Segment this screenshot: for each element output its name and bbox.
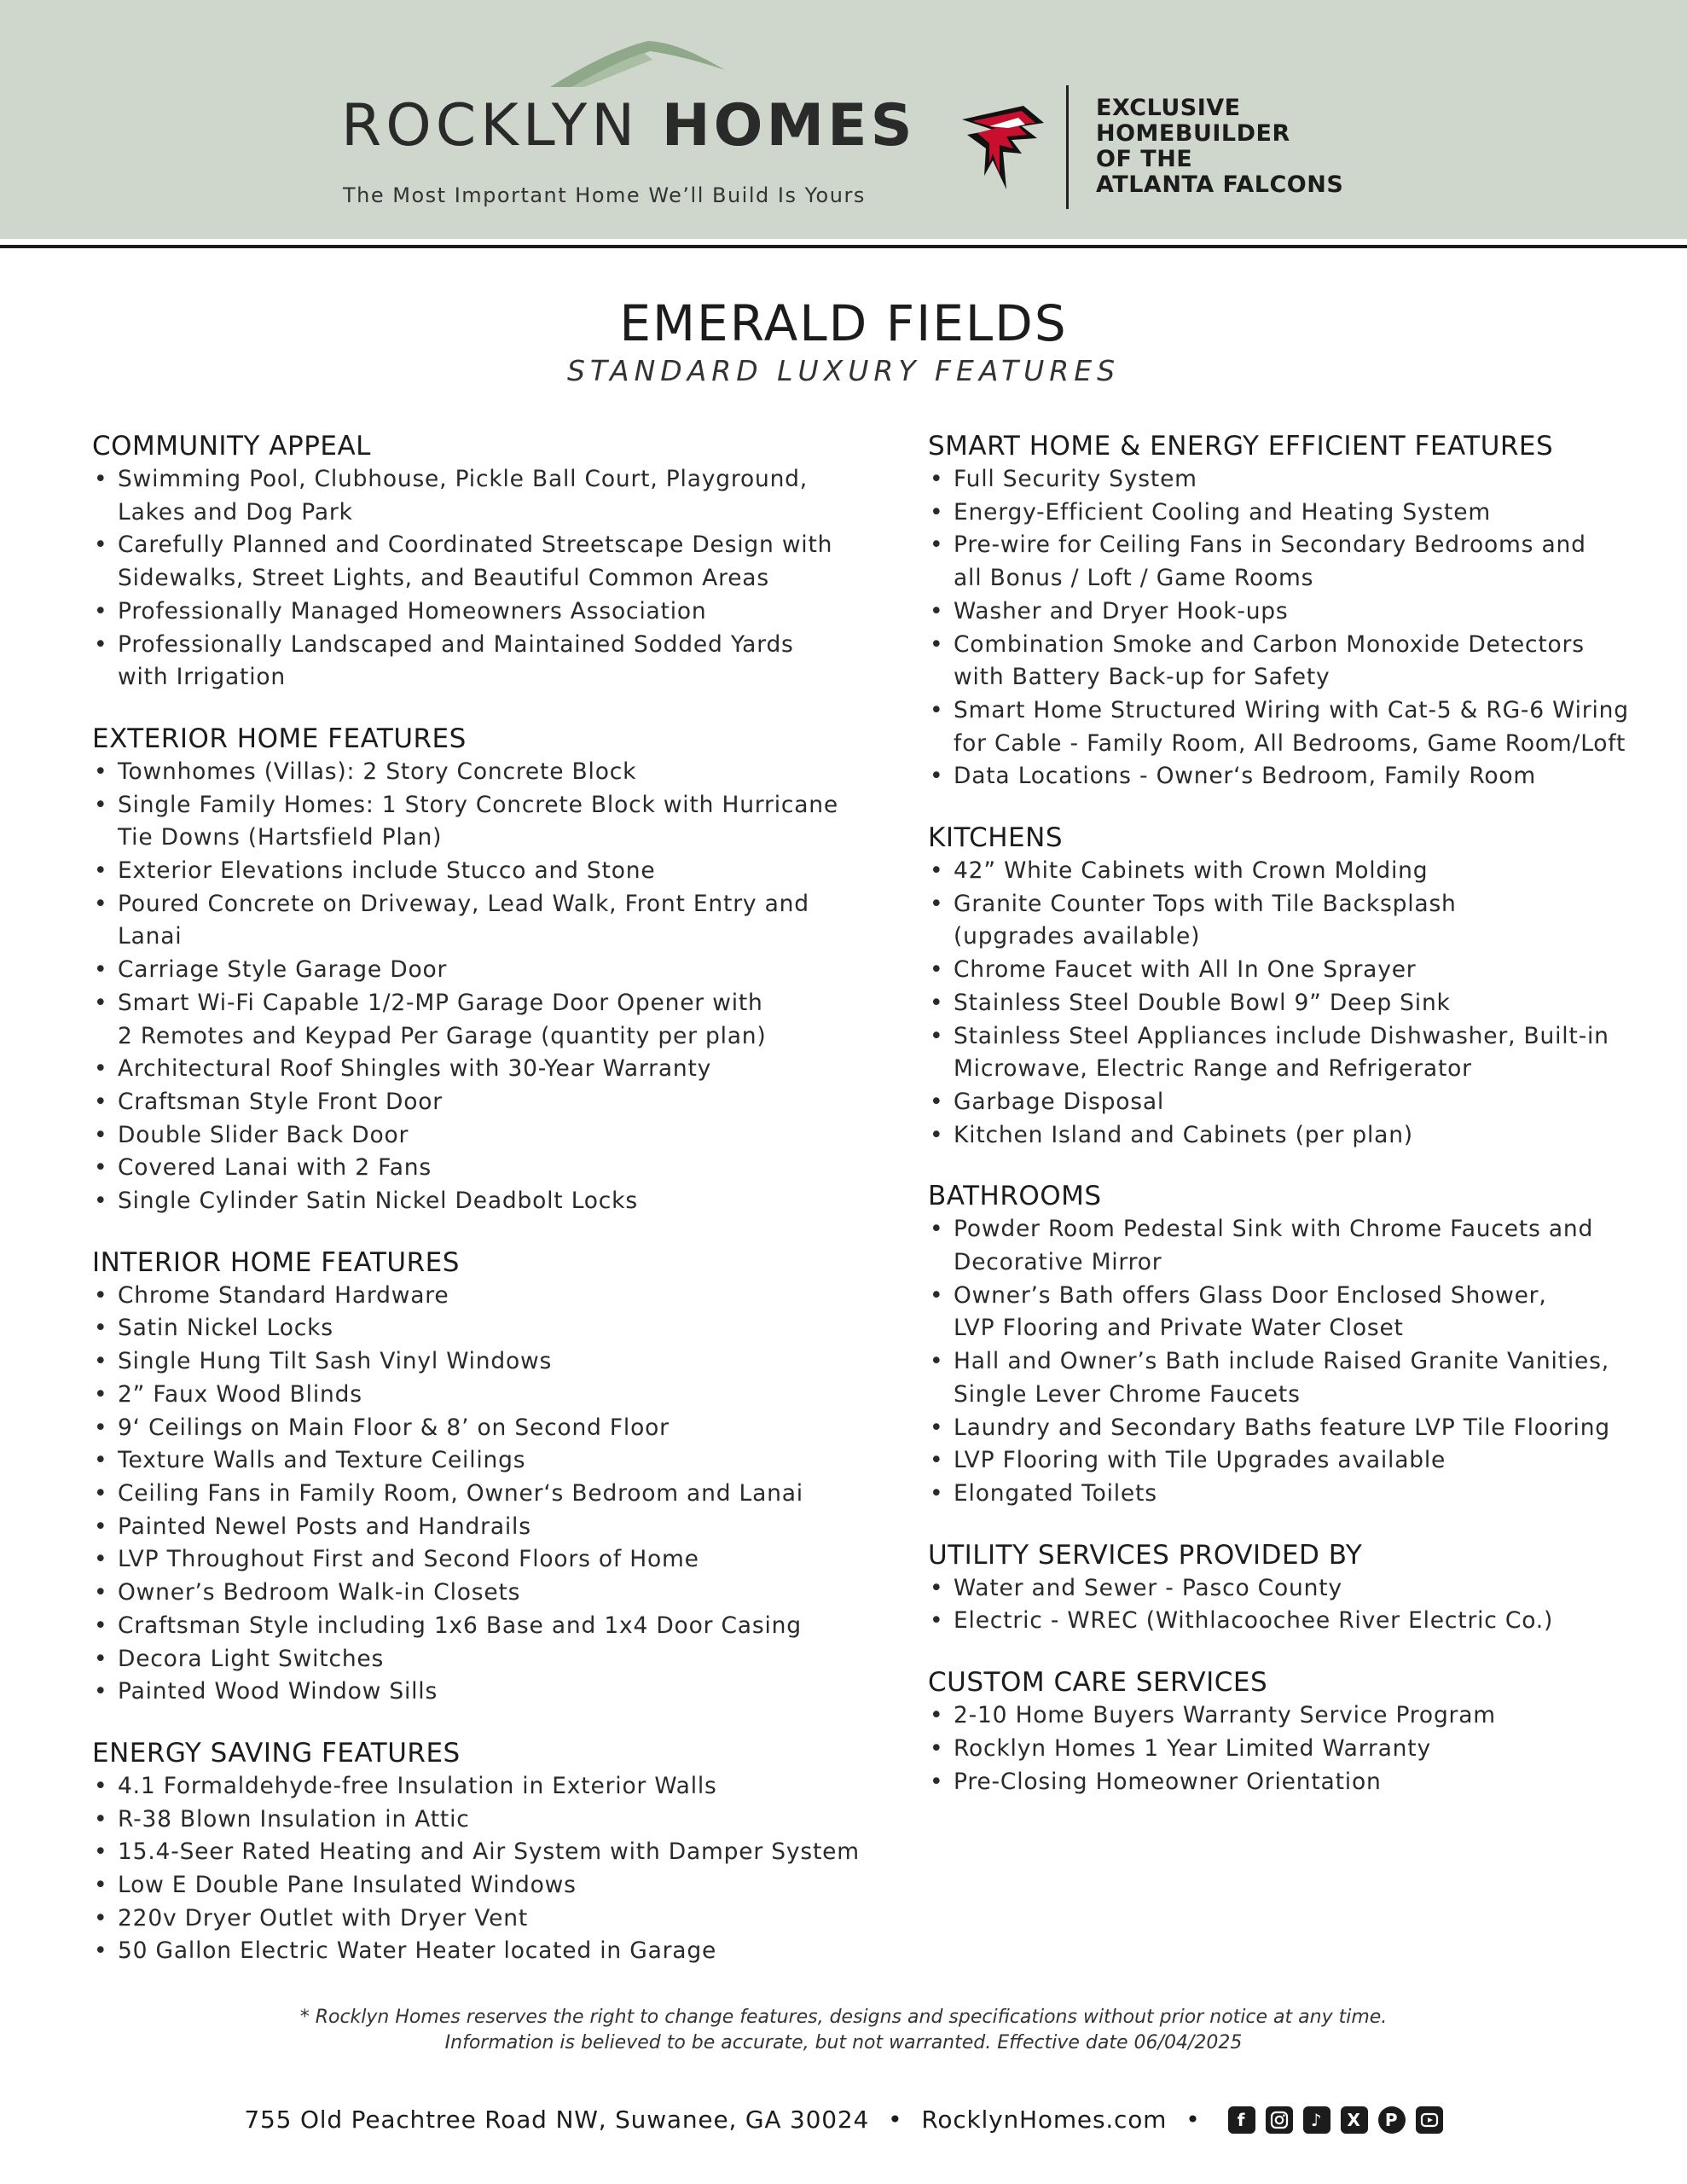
feature-item: • Rocklyn Homes 1 Year Limited Warranty [928,1733,1687,1766]
footer [0,2106,1687,2134]
feature-item: • Pre-Closing Homeowner Orientation [928,1766,1687,1799]
feature-item: • Smart Wi-Fi Capable 1/2-MP Garage Door Opener with 2 Remotes and Keypad Per Garage (quantity per plan) [92,987,860,1053]
feature-item: • Covered Lanai with 2 Fans [92,1152,860,1185]
feature-section [928,1179,1687,1510]
left-column [92,429,860,1995]
feature-item: • Texture Walls and Texture Ceilings [92,1444,860,1478]
feature-item: • Washer and Dryer Hook-ups [928,595,1687,629]
feature-item: • Owner’s Bath offers Glass Door Enclosed Shower, LVP Flooring and Private Water Closet [928,1280,1687,1345]
feature-item: • Poured Concrete on Driveway, Lead Walk, Front Entry and Lanai [92,888,860,954]
feature-item: • Professionally Managed Homeowners Association [92,595,860,629]
feature-item: • Stainless Steel Appliances include Dishwasher, Built-in Microwave, Electric Range and Refrigerator [928,1020,1687,1086]
feature-section [92,1246,860,1709]
brand-name-light: ROCKLYN [341,92,640,160]
feature-item: • LVP Flooring with Tile Upgrades available [928,1444,1687,1478]
feature-section [928,821,1687,1152]
feature-item: • Ceiling Fans in Family Room, Owner‘s Bedroom and Lanai [92,1478,860,1511]
x-icon[interactable]: X [1341,2106,1368,2134]
feature-list [928,1699,1687,1798]
feature-item: • Painted Newel Posts and Handrails [92,1511,860,1544]
feature-item: • Kitchen Island and Cabinets (per plan) [928,1119,1687,1153]
feature-section [928,429,1687,793]
feature-item: • Pre-wire for Ceiling Fans in Secondary Bedrooms and all Bonus / Loft / Game Rooms [928,529,1687,595]
feature-item: • LVP Throughout First and Second Floors of Home [92,1543,860,1577]
feature-item: • 220v Dryer Outlet with Dryer Vent [92,1902,860,1936]
section-heading: BATHROOMS [928,1181,1102,1212]
feature-item: • Satin Nickel Locks [92,1312,860,1345]
feature-item: • Powder Room Pedestal Sink with Chrome Faucets and Decorative Mirror [928,1213,1687,1279]
feature-item: • 42” White Cabinets with Crown Molding [928,855,1687,888]
feature-item: • Data Locations - Owner‘s Bedroom, Family Room [928,760,1687,793]
feature-item: • Low E Double Pane Insulated Windows [92,1869,860,1902]
feature-item: • Hall and Owner’s Bath include Raised Granite Vanities, Single Lever Chrome Faucets [928,1345,1687,1411]
brand-wordmark [341,92,916,160]
feature-item: • 15.4-Seer Rated Heating and Air System with Damper System [92,1836,860,1869]
feature-section [928,1538,1687,1638]
feature-item: • Electric - WREC (Withlacoochee River Electric Co.) [928,1605,1687,1638]
feature-item: • Stainless Steel Double Bowl 9” Deep Sink [928,987,1687,1020]
section-heading: UTILITY SERVICES PROVIDED BY [928,1539,1363,1571]
feature-item: • 4.1 Formaldehyde-free Insulation in Exterior Walls [92,1770,860,1804]
feature-item: • 9‘ Ceilings on Main Floor & 8’ on Second Floor [92,1412,860,1445]
social-icons [1228,2106,1443,2134]
feature-item: • Smart Home Structured Wiring with Cat-5 & RG-6 Wiring for Cable - Family Room, All Bedrooms, Game Room/Loft [928,694,1687,760]
brand-tagline: The Most Important Home We’ll Build Is Yours [343,183,866,207]
feature-item: • Chrome Standard Hardware [92,1280,860,1313]
feature-item: • Decora Light Switches [92,1643,860,1676]
instagram-icon[interactable] [1266,2106,1293,2134]
pinterest-icon[interactable]: P [1378,2106,1406,2134]
partner-line: OF THE [1096,146,1193,172]
brand-name-bold: HOMES [661,92,916,160]
feature-item: • Owner’s Bedroom Walk-in Closets [92,1577,860,1610]
feature-item: • Townhomes (Villas): 2 Story Concrete Block [92,756,860,789]
feature-item: • Full Security System [928,463,1687,497]
feature-item: • Professionally Landscaped and Maintained Sodded Yards with Irrigation [92,629,860,694]
feature-item: • Combination Smoke and Carbon Monoxide Detectors with Battery Back-up for Safety [928,629,1687,694]
disclaimer-line: Information is believed to be accurate, but not warranted. Effective date 06/04/2025 [444,2032,1243,2053]
partner-line: ATLANTA FALCONS [1096,171,1344,198]
feature-list [928,855,1687,1152]
feature-item: • Painted Wood Window Sills [92,1676,860,1709]
feature-item: • Garbage Disposal [928,1086,1687,1119]
header-rule [0,245,1687,248]
feature-item: • Single Hung Tilt Sash Vinyl Windows [92,1345,860,1379]
footer-separator: • [1186,2106,1201,2134]
header-band [0,0,1687,239]
feature-item: • Craftsman Style Front Door [92,1086,860,1119]
section-heading: CUSTOM CARE SERVICES [928,1667,1268,1699]
feature-list [92,756,860,1218]
feature-item: • R-38 Blown Insulation in Attic [92,1804,860,1837]
feature-list [928,1572,1687,1638]
feature-item: • Architectural Roof Shingles with 30-Year Warranty [92,1053,860,1086]
feature-section [928,1665,1687,1798]
feature-list [92,1280,860,1709]
feature-item: • Elongated Toilets [928,1478,1687,1511]
right-column [928,429,1687,1826]
page-title: EMERALD FIELDS [619,294,1068,352]
partner-line: EXCLUSIVE [1096,95,1241,121]
disclaimer-line: * Rocklyn Homes reserves the right to change features, designs and specifications without prior notice at any time. [299,2007,1388,2028]
feature-list [928,1213,1687,1510]
feature-list [92,1770,860,1968]
footer-website-link[interactable]: RocklynHomes.com [921,2106,1168,2134]
section-heading: SMART HOME & ENERGY EFFICIENT FEATURES [928,431,1554,462]
tiktok-icon[interactable]: ♪ [1303,2106,1330,2134]
feature-item: • Swimming Pool, Clubhouse, Pickle Ball Court, Playground, Lakes and Dog Park [92,463,860,529]
feature-item: • Granite Counter Tops with Tile Backsplash (upgrades available) [928,888,1687,954]
section-heading: INTERIOR HOME FEATURES [92,1246,460,1278]
feature-list [92,463,860,694]
feature-item: • Single Cylinder Satin Nickel Deadbolt Locks [92,1185,860,1218]
feature-item: • Double Slider Back Door [92,1119,860,1153]
feature-item: • Carefully Planned and Coordinated Streetscape Design with Sidewalks, Street Lights, and Beautiful Common Areas [92,529,860,595]
feature-section [92,722,860,1218]
disclaimer [0,2005,1687,2056]
partner-line: HOMEBUILDER [1096,120,1290,147]
feature-section [92,429,860,694]
feature-item: • 50 Gallon Electric Water Heater located in Garage [92,1935,860,1968]
section-heading: EXTERIOR HOME FEATURES [92,723,467,754]
feature-item: • 2-10 Home Buyers Warranty Service Program [928,1699,1687,1733]
facebook-icon[interactable]: f [1228,2106,1255,2134]
feature-item: • Laundry and Secondary Baths feature LVP Tile Flooring [928,1412,1687,1445]
falcons-logo-icon [955,101,1049,198]
partner-statement [1096,96,1343,198]
feature-item: • 2” Faux Wood Blinds [92,1379,860,1412]
feature-item: • Single Family Homes: 1 Story Concrete Block with Hurricane Tie Downs (Hartsfield Plan) [92,789,860,855]
feature-list [928,463,1687,793]
footer-separator: • [888,2106,903,2134]
footer-address: 755 Old Peachtree Road NW, Suwanee, GA 30024 [244,2106,870,2134]
section-heading: KITCHENS [928,822,1064,854]
feature-item: • Carriage Style Garage Door [92,954,860,987]
feature-section [92,1736,860,1968]
page-subtitle: STANDARD LUXURY FEATURES [566,354,1121,387]
section-heading: ENERGY SAVING FEATURES [92,1737,461,1769]
feature-item: • Craftsman Style including 1x6 Base and 1x4 Door Casing [92,1610,860,1643]
feature-item: • Chrome Faucet with All In One Sprayer [928,954,1687,987]
youtube-icon[interactable] [1416,2106,1443,2134]
feature-item: • Energy-Efficient Cooling and Heating System [928,497,1687,530]
feature-item: • Exterior Elevations include Stucco and Stone [92,855,860,888]
section-heading: COMMUNITY APPEAL [92,431,371,462]
header-divider [1066,85,1069,209]
feature-item: • Water and Sewer - Pasco County [928,1572,1687,1606]
